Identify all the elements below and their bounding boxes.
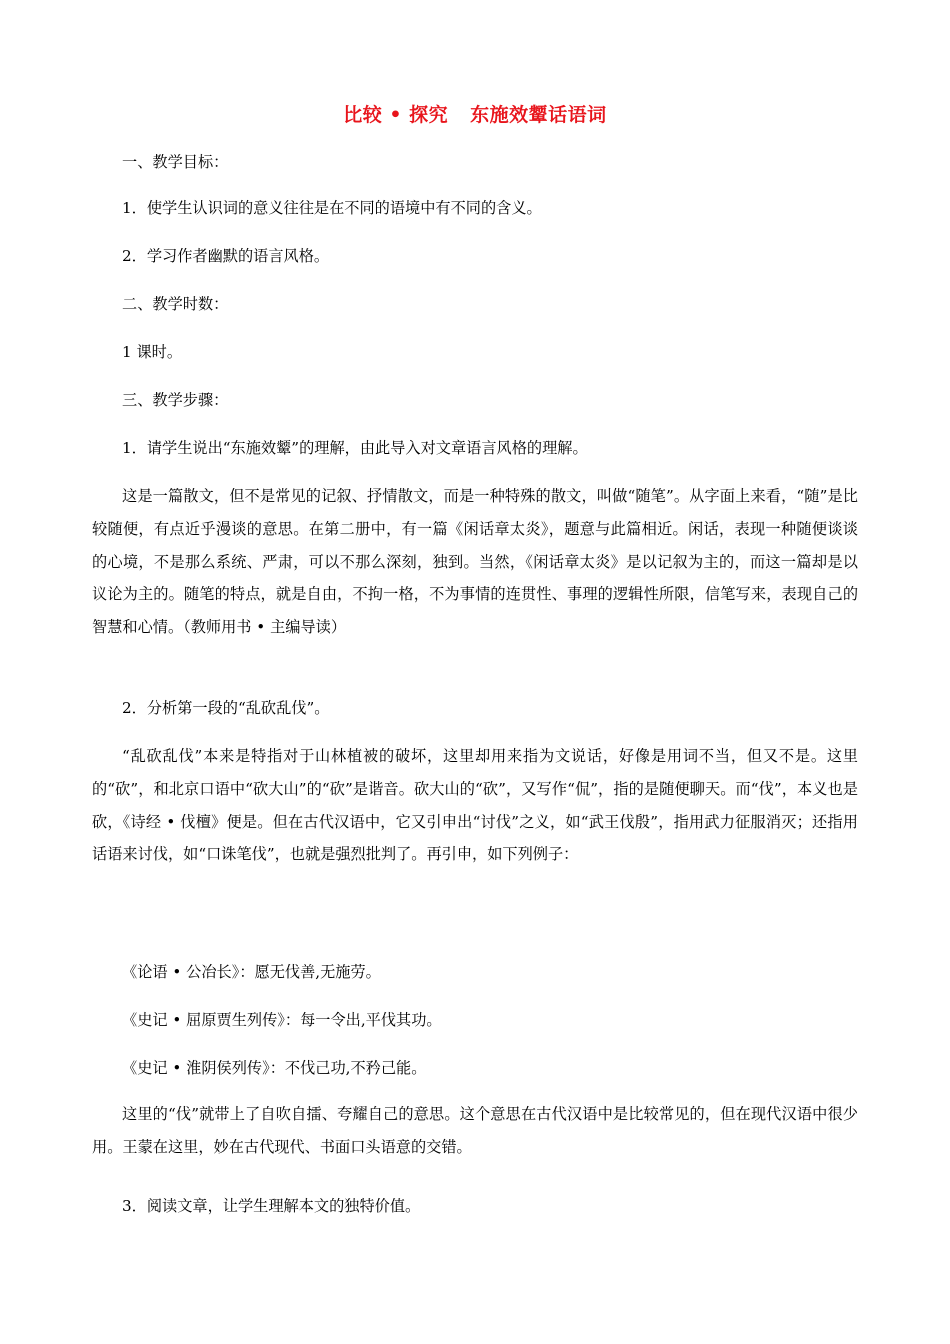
heading-teaching-steps: 三、教学步骤： [122, 391, 229, 409]
heading-teaching-goals: 一、教学目标： [122, 153, 229, 171]
document-title [0, 100, 950, 127]
quote-lunyu: 《论语 • 公冶长》：愿无伐善,无施劳。 [122, 963, 381, 981]
title-part-2: 东施效颦话语词 [470, 104, 607, 126]
step-3: 3．阅读文章，让学生理解本文的独特价值。 [122, 1197, 421, 1215]
heading-teaching-hours: 二、教学时数： [122, 295, 229, 313]
paragraph-word-analysis: “乱砍乱伐”本来是特指对于山林植被的破坏，这里却用来指为文说话，好像是用词不当，但又不是。这里的“砍”，和北京口语中“砍大山”的“砍”是谐音。砍大山的“砍”，又写作“侃”，指的是随便聊天。而“伐”，本义也是砍，《诗经 • 伐檀》便是。但在古代汉语中，它又引申出“讨伐”之义，如“武王伐殷”，指用武力征服消灭；还指用话语来讨伐，如“口诛笔伐”，也就是强烈批判了。再引申，如下列例子： [92, 747, 858, 864]
quote-shiji-huaiyin: 《史记 • 淮阴侯列传》：不伐己功,不矜己能。 [122, 1059, 427, 1077]
step-1: 1．请学生说出“东施效颦”的理解，由此导入对文章语言风格的理解。 [122, 439, 588, 457]
quote-shiji-quyuan: 《史记 • 屈原贾生列传》：每一令出,平伐其功。 [122, 1011, 442, 1029]
goal-1: 1．使学生认识词的意义往往是在不同的语境中有不同的含义。 [122, 199, 542, 217]
step-2: 2．分析第一段的“乱砍乱伐”。 [122, 699, 330, 717]
goal-2: 2．学习作者幽默的语言风格。 [122, 247, 330, 265]
paragraph-essay-explanation: 这是一篇散文，但不是常见的记叙、抒情散文，而是一种特殊的散文，叫做“随笔”。从字面上来看，“随”是比较随便，有点近乎漫谈的意思。在第二册中，有一篇《闲话章太炎》，题意与此篇相近。闲话，表现一种随便谈谈的心境，不是那么系统、严肃，可以不那么深刻，独到。当然，《闲话章太炎》是以记叙为主的，而这一篇却是以议论为主的。随笔的特点，就是自由，不拘一格，不为事情的连贯性、事理的逻辑性所限，信笔写来，表现自己的智慧和心情。（教师用书 • 主编导读） [92, 487, 858, 637]
teaching-hours: 1 课时。 [122, 343, 183, 361]
paragraph-meaning-conclusion: 这里的“伐”就带上了自吹自擂、夸耀自己的意思。这个意思在古代汉语中是比较常见的，但在现代汉语中很少用。王蒙在这里，妙在古代现代、书面口头语意的交错。 [92, 1105, 858, 1156]
title-part-1: 比较 • 探究 [343, 104, 449, 126]
